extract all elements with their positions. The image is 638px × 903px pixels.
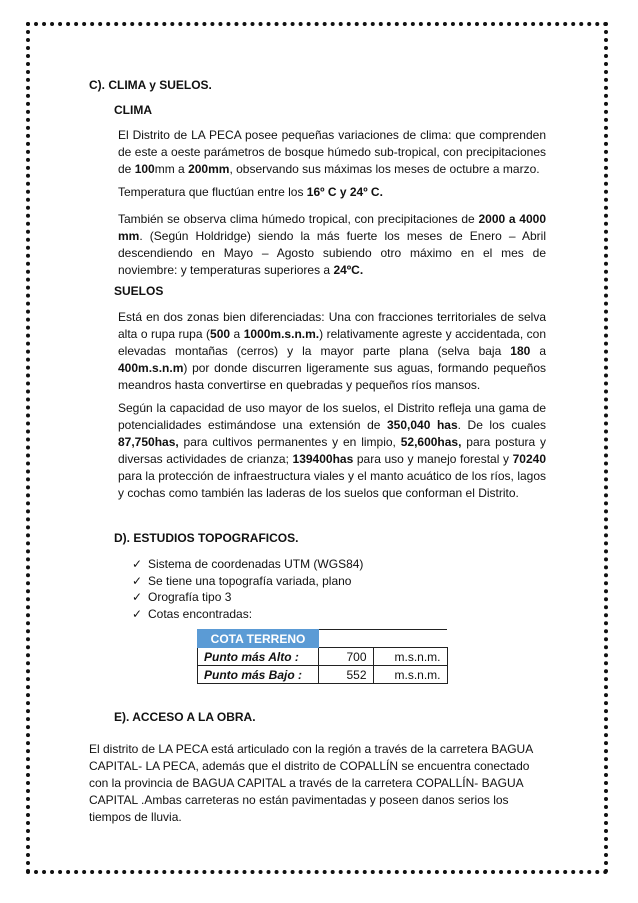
access-paragraph: El distrito de LA PECA está articulado con la región a través de la carretera BAGUA CAPITAL- LA PECA, además que el distrito de COPALLÍN se encuentra conectado con la provincia de BAGUA CAPITAL a través de la carretera COPALLÍN- BAGUA CAPITAL .Ambas carreteras no están pavimentadas y poseen danos serios los tiempos de lluvia.	[89, 742, 533, 824]
checkmark-icon: ✓	[132, 590, 143, 604]
list-item: ✓ Sistema de coordenadas UTM (WGS84)	[132, 557, 364, 571]
section-e-title: E). ACCESO A LA OBRA.	[114, 710, 256, 724]
row-unit: m.s.n.m.	[373, 648, 447, 666]
clima-paragraph-2: Temperatura que fluctúan entre los 16º C y 24º C.	[118, 185, 383, 199]
suelos-heading: SUELOS	[114, 284, 164, 298]
table-row	[198, 648, 448, 666]
cota-terreno-table	[197, 629, 448, 684]
row-value: 552	[319, 666, 374, 684]
section-c-title: C). CLIMA y SUELOS.	[89, 78, 212, 92]
checkmark-icon: ✓	[132, 606, 143, 621]
suelos-paragraph-2: Según la capacidad de uso mayor de los suelos, el Distrito refleja una gama de potencialidades estimándose una extensión de 350,040 has. De los cuales 87,750has, para cultivos permanentes y en limpio, 52,600has, para postura y diversas actividades de crianza; 139400has para uso y manejo forestal y 70240 para la protección de infraestructura viales y el manto acuático de los ríos, lagos y cochas como también las laderas de los suelos que conforman el Distrito.	[118, 401, 547, 500]
clima-paragraph-1: El Distrito de LA PECA posee pequeñas variaciones de clima: que comprenden de este a oeste parámetros de bosque húmedo sub-tropical, con precipitaciones de 100mm a 200mm, observando sus máximas los meses de octubre a marzo.	[118, 128, 546, 176]
row-value: 700	[319, 648, 374, 666]
topography-checklist	[132, 556, 363, 622]
row-label: Punto más Bajo :	[198, 666, 319, 684]
clima-heading: CLIMA	[114, 103, 152, 117]
section-d-title: D). ESTUDIOS TOPOGRAFICOS.	[114, 531, 299, 545]
list-item: ✓ Cotas encontradas:	[132, 606, 253, 621]
table-header: COTA TERRENO	[198, 630, 319, 648]
list-item: ✓ Orografía tipo 3	[132, 590, 232, 604]
row-unit: m.s.n.m.	[373, 666, 447, 684]
suelos-paragraph-1: Está en dos zonas bien diferenciadas: Una con fracciones territoriales de selva alta o rupa rupa (500 a 1000m.s.n.m.) relativamente agreste y accidentada, con elevadas montañas (cerros) y la mayor parte plana (selva baja 180 a 400m.s.n.m) por donde discurren ligeramente sus aguas, formando pequeños meandros hasta convertirse en quebradas y pequeños ríos mansos.	[118, 310, 547, 392]
clima-paragraph-3: También se observa clima húmedo tropical, con precipitaciones de 2000 a 4000 mm. (Según Holdridge) siendo la más fuerte los meses de Enero – Abril descendiendo en Mayo – Agosto subiendo otro máximo en el mes de noviembre: y temperaturas superiores a 24ºC.	[118, 212, 547, 277]
row-label: Punto más Alto :	[198, 648, 319, 666]
list-item: ✓ Se tiene una topografía variada, plano	[132, 573, 352, 588]
table-row	[198, 666, 448, 684]
checkmark-icon: ✓	[132, 557, 143, 571]
checkmark-icon: ✓	[132, 573, 143, 588]
